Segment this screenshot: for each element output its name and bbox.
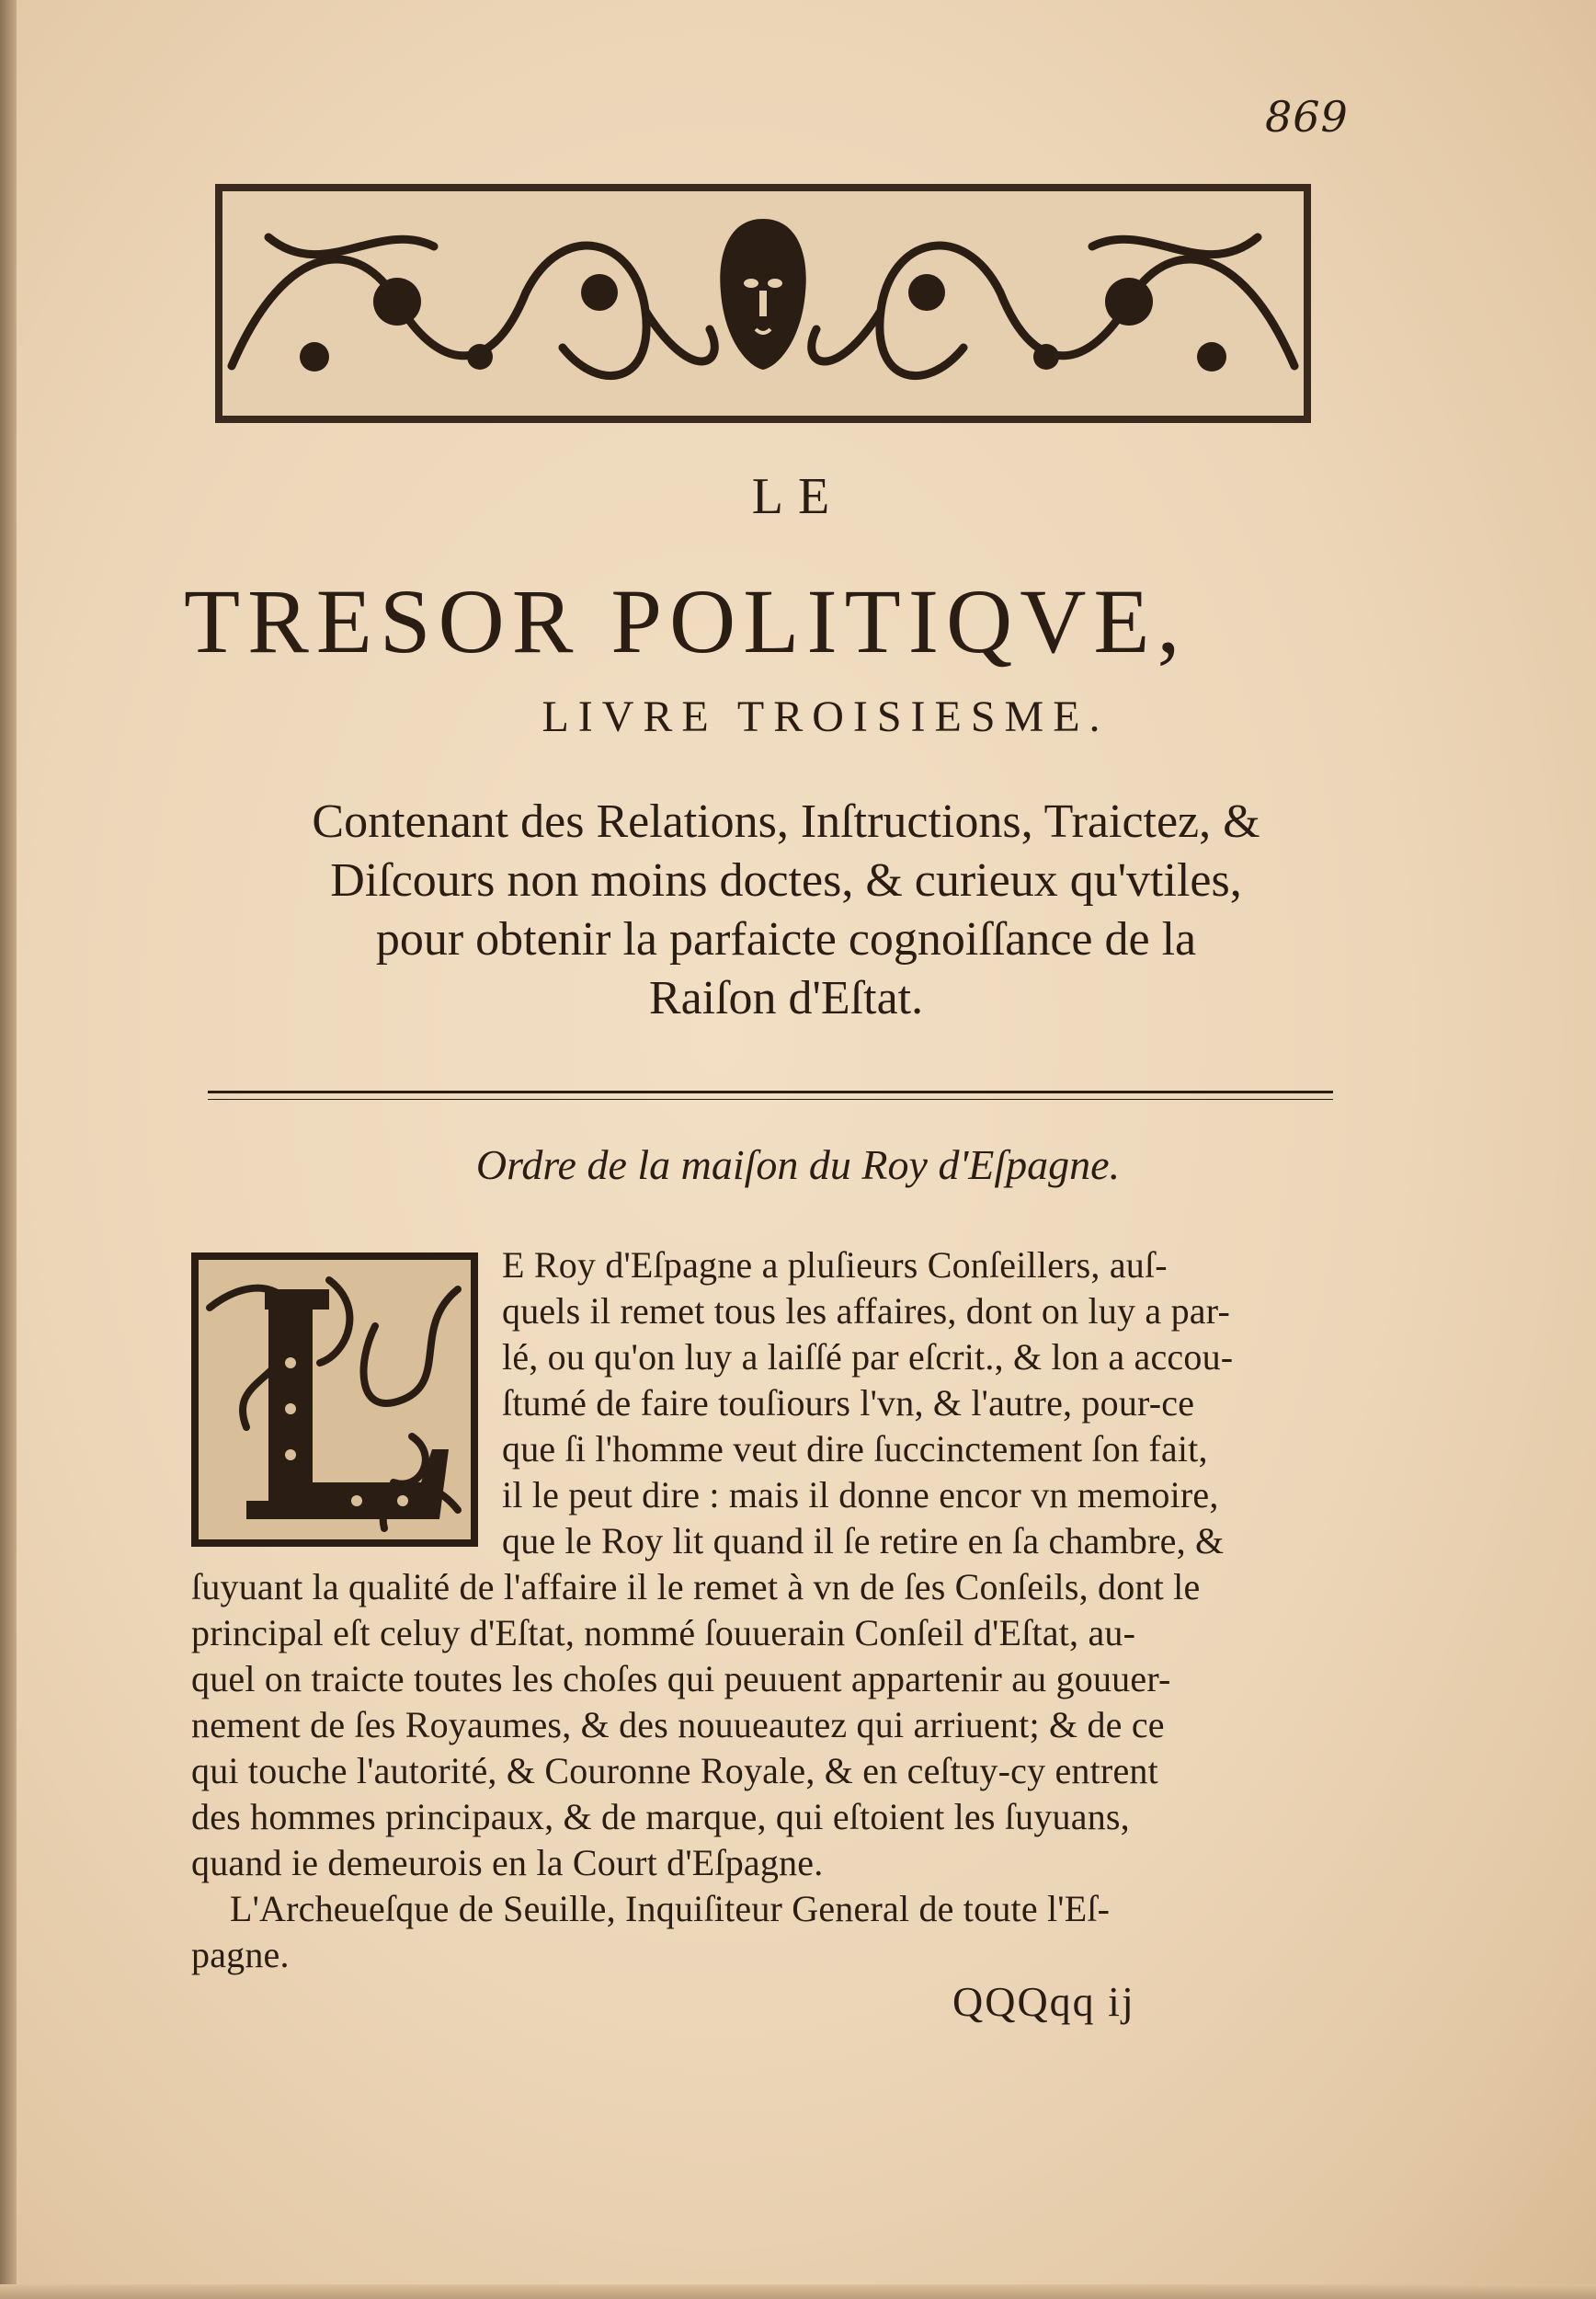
signature-mark: QQQqq ij — [952, 1978, 1135, 2025]
book-description — [184, 793, 1388, 1028]
section-divider — [208, 1091, 1333, 1100]
description-line: Diſcours non moins doctes, & curieux qu'vtiles, — [330, 854, 1242, 907]
page-number: 869 — [1265, 92, 1349, 142]
body-line: il le peut dire : mais il donne encor vn memoire, — [502, 1474, 1219, 1516]
body-line: E Roy d'Eſpagne a pluſieurs Conſeillers, auſ- — [502, 1244, 1168, 1286]
body-line: des hommes principaux, & de marque, qui eſtoient les ſuyuans, — [191, 1796, 1130, 1837]
title-article: LE — [751, 468, 845, 525]
body-line: ſtumé de faire touſiours l'vn, & l'autre, pour-ce — [502, 1382, 1195, 1424]
body-line: principal eſt celuy d'Eſtat, nommé ſouuerain Conſeil d'Eſtat, au- — [191, 1612, 1136, 1653]
body-line: que le Roy lit quand il ſe retire en ſa chambre, & — [502, 1520, 1225, 1561]
body-line: L'Archeueſque de Seuille, Inquiſiteur General de toute l'Eſ- — [230, 1888, 1111, 1929]
historiated-initial-icon — [191, 1252, 478, 1547]
body-line: ſuyuant la qualité de l'affaire il le remet à vn de ſes Conſeils, dont le — [191, 1566, 1201, 1607]
description-line: Contenant des Relations, Inſtructions, Traictez, & — [312, 795, 1260, 848]
book-title: TRESOR POLITIQVE, — [184, 570, 1188, 672]
body-line: nement de ſes Royaumes, & des nouueautez qui arriuent; & de ce — [191, 1704, 1165, 1745]
body-line: quel on traicte toutes les choſes qui peuuent appartenir au gouuer- — [191, 1658, 1171, 1699]
body-line: lé, ou qu'on luy a laiſſé par eſcrit., & lon a accou- — [502, 1336, 1234, 1378]
body-line: quand ie demeurois en la Court d'Eſpagne. — [191, 1842, 824, 1883]
body-line: quels il remet tous les affaires, dont on luy a par- — [502, 1290, 1230, 1332]
book-subtitle: LIVRE TROISIESME. — [542, 692, 1110, 741]
body-line: qui touche l'autorité, & Couronne Royale, & en ceſtuy-cy entrent — [191, 1750, 1158, 1791]
body-line: pagne. — [191, 1934, 290, 1975]
woodcut-headpiece-icon — [213, 182, 1313, 425]
description-line: Raiſon d'Eſtat. — [648, 972, 924, 1024]
description-line: pour obtenir la parfaicte cognoiſſance de la — [375, 913, 1197, 966]
page-bottom-edge — [0, 2284, 1596, 2299]
section-heading: Ordre de la maiſon du Roy d'Eſpagne. — [475, 1141, 1121, 1188]
body-line: que ſi l'homme veut dire ſuccinctement ſon fait, — [502, 1428, 1208, 1470]
